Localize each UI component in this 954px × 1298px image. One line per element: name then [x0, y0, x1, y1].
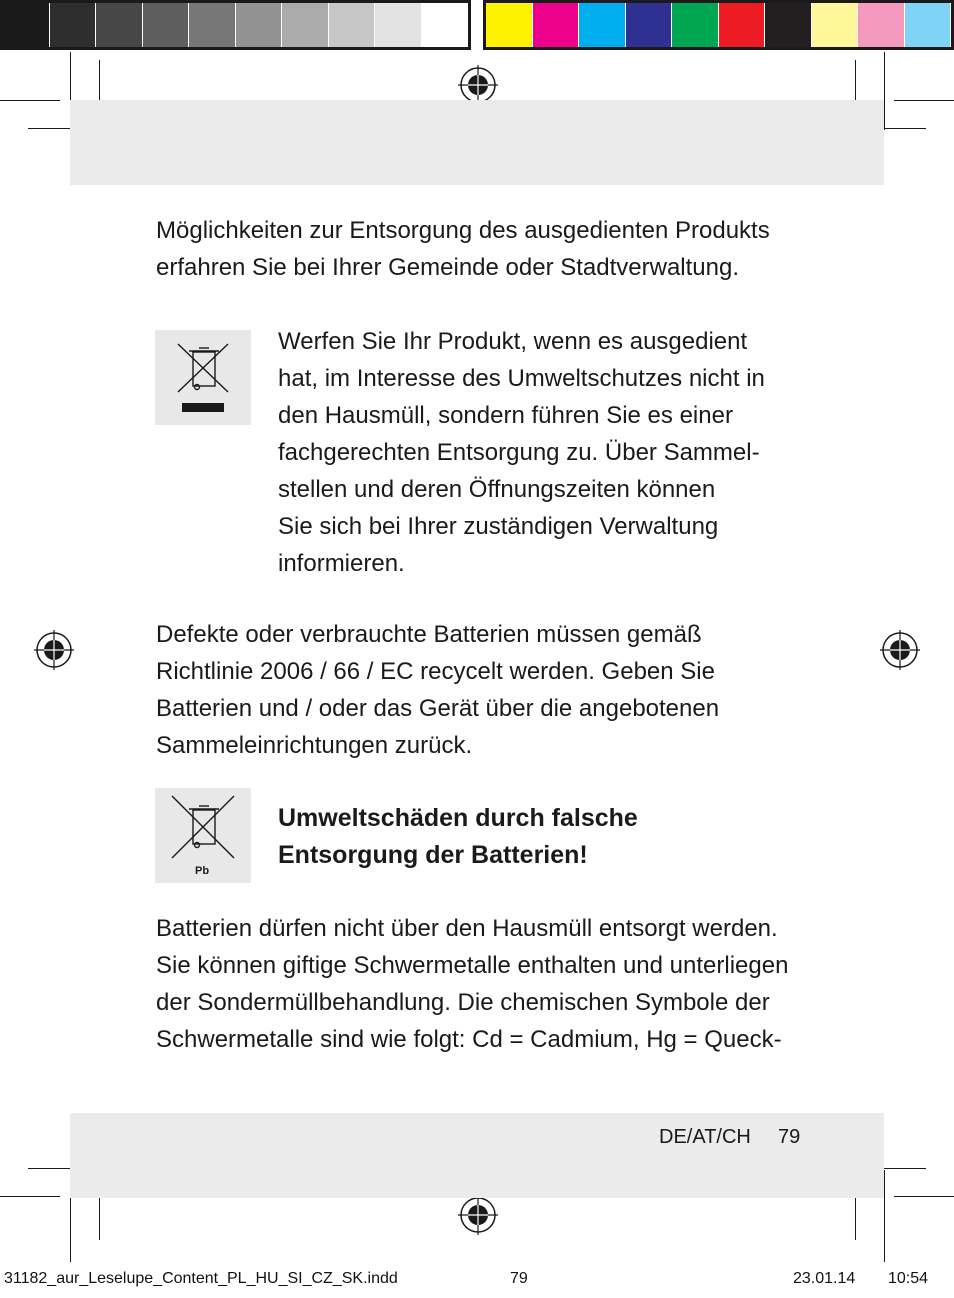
text-line: Richtlinie 2006 / 66 / EC recycelt werden. Geben Sie: [156, 658, 715, 685]
text-line: Werfen Sie Ihr Produkt, wenn es ausgedient: [278, 328, 748, 355]
gray-swatch: [282, 3, 328, 47]
heading-line: Entsorgung der Batterien!: [278, 841, 588, 869]
color-swatch: [579, 3, 625, 47]
color-swatch: [626, 3, 672, 47]
text-line: stellen und deren Öffnungszeiten können: [278, 476, 716, 503]
color-swatch: [905, 3, 951, 47]
text-line: Möglichkeiten zur Entsorgung des ausgedienten Produkts: [156, 217, 770, 244]
text-line: den Hausmüll, sondern führen Sie es einer: [278, 402, 733, 429]
weee-paragraph: [278, 323, 765, 582]
color-swatch: [765, 3, 811, 47]
crop-mark: [0, 100, 60, 101]
text-line: der Sondermüllbehandlung. Die chemischen Symbole der: [156, 989, 770, 1016]
color-swatch: [858, 3, 904, 47]
registration-mark-icon: [458, 1195, 498, 1235]
gray-swatch: [96, 3, 142, 47]
intro-paragraph: [156, 212, 770, 286]
slug-date: 23.01.14: [793, 1270, 856, 1287]
text-line: Batterien und / oder das Gerät über die angebotenen: [156, 695, 720, 722]
weee-symbol-box: [155, 330, 251, 425]
heading-line: Umweltschäden durch falsche: [278, 804, 638, 832]
text-line: Sie sich bei Ihrer zuständigen Verwaltung: [278, 513, 719, 540]
color-swatch: [812, 3, 858, 47]
text-line: erfahren Sie bei Ihrer Gemeinde oder Stadtverwaltung.: [156, 254, 739, 281]
crop-mark: [0, 1196, 60, 1197]
pb-label: Pb: [195, 865, 210, 877]
crop-mark: [884, 1170, 885, 1262]
footer-region: DE/AT/CH: [659, 1126, 751, 1148]
battery-paragraph: [156, 616, 719, 764]
header-band: [70, 100, 884, 185]
gray-swatch: [422, 3, 468, 47]
slug-file-page: 79: [510, 1270, 528, 1287]
gray-swatch: [3, 3, 49, 47]
color-swatch: [719, 3, 765, 47]
registration-mark-icon: [34, 630, 74, 670]
battery-disposal-symbol-box: [155, 788, 251, 883]
crossed-out-bin-icon: [155, 330, 251, 425]
color-swatch: [672, 3, 718, 47]
page-number: 79: [778, 1126, 801, 1148]
text-line: hat, im Interesse des Umweltschutzes nicht in: [278, 365, 765, 392]
gray-swatch: [375, 3, 421, 47]
footer-band: [70, 1113, 884, 1198]
crop-mark: [894, 100, 954, 101]
text-line: Batterien dürfen nicht über den Hausmüll entsorgt werden.: [156, 915, 778, 942]
slug-time: 10:54: [888, 1270, 929, 1287]
gray-swatch: [189, 3, 235, 47]
text-line: fachgerechten Entsorgung zu. Über Sammel-: [278, 439, 760, 466]
text-line: informieren.: [278, 550, 405, 577]
warning-heading: [278, 800, 638, 874]
text-line: Sammeleinrichtungen zurück.: [156, 732, 473, 759]
heavy-metal-paragraph: [156, 910, 788, 1058]
crossed-out-battery-bin-icon: [155, 788, 251, 883]
slug-filename: 31182_aur_Leselupe_Content_PL_HU_SI_CZ_SK.indd: [4, 1270, 398, 1287]
registration-mark-icon: [880, 630, 920, 670]
crop-mark: [884, 52, 885, 130]
registration-mark-icon: [458, 65, 498, 105]
gray-swatch: [236, 3, 282, 47]
text-line: Defekte oder verbrauchte Batterien müssen gemäß: [156, 621, 702, 648]
gray-swatch: [50, 3, 96, 47]
text-line: Schwermetalle sind wie folgt: Cd = Cadmium, Hg = Queck-: [156, 1026, 782, 1053]
color-swatch: [533, 3, 579, 47]
gray-swatch: [329, 3, 375, 47]
gray-swatch: [143, 3, 189, 47]
text-line: Sie können giftige Schwermetalle enthalten und unterliegen: [156, 952, 789, 979]
crop-mark: [894, 1196, 954, 1197]
color-swatch: [486, 3, 532, 47]
